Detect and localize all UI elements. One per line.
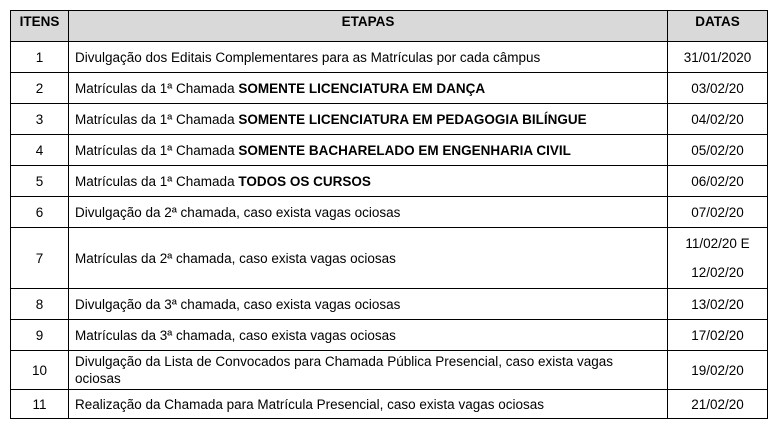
date-cell: 21/02/20 [668,390,768,419]
item-number: 10 [11,351,69,390]
step-cell [69,42,668,73]
step-bold-text: TODOS OS CURSOS [238,173,371,189]
step-cell [69,320,668,351]
table-row [11,320,768,351]
table-header-row [11,11,768,42]
item-number: 4 [11,135,69,166]
step-cell [69,351,668,390]
date-cell: 06/02/20 [668,166,768,197]
table-row [11,289,768,320]
step-cell [69,135,668,166]
table-row [11,104,768,135]
date-cell: 19/02/20 [668,351,768,390]
step-cell [69,104,668,135]
step-cell [69,228,668,289]
date-cell [668,228,768,289]
date-cell: 13/02/20 [668,289,768,320]
step-cell [69,197,668,228]
date-cell: 03/02/20 [668,73,768,104]
table-row [11,197,768,228]
schedule-table [10,10,768,419]
item-number: 1 [11,42,69,73]
schedule-table-container [10,10,768,419]
date-cell: 17/02/20 [668,320,768,351]
step-text: Matrículas da 3ª chamada, caso exista vagas ociosas [75,327,396,343]
table-row [11,135,768,166]
step-cell [69,166,668,197]
step-text: Matrículas da 1ª Chamada [75,111,239,127]
step-cell [69,390,668,419]
item-number: 3 [11,104,69,135]
header-datas: DATAS [668,11,768,42]
step-text: Matrículas da 2ª chamada, caso exista vagas ociosas [75,250,396,266]
item-number: 2 [11,73,69,104]
step-text: Matrículas da 1ª Chamada [75,142,239,158]
step-text: Realização da Chamada para Matrícula Presencial, caso exista vagas ociosas [75,396,544,412]
step-text: Divulgação da 3ª chamada, caso exista vagas ociosas [75,296,401,312]
item-number: 6 [11,197,69,228]
item-number: 5 [11,166,69,197]
date-line-1: 11/02/20 E [685,236,750,251]
table-row [11,228,768,289]
item-number: 7 [11,228,69,289]
step-bold-text: SOMENTE BACHARELADO EM ENGENHARIA CIVIL [238,142,571,158]
item-number: 9 [11,320,69,351]
step-text: Divulgação da 2ª chamada, caso exista vagas ociosas [75,204,401,220]
item-number: 8 [11,289,69,320]
header-itens: ITENS [11,11,69,42]
date-cell: 07/02/20 [668,197,768,228]
date-cell: 05/02/20 [668,135,768,166]
table-row [11,390,768,419]
table-row [11,73,768,104]
step-cell [69,73,668,104]
step-text: Divulgação dos Editais Complementares para as Matrículas por cada câmpus [75,49,541,65]
item-number: 11 [11,390,69,419]
table-row [11,166,768,197]
step-text: Matrículas da 1ª Chamada [75,80,239,96]
step-text: Matrículas da 1ª Chamada [75,173,239,189]
date-line-2: 12/02/20 [691,265,744,280]
step-cell [69,289,668,320]
table-row [11,42,768,73]
table-row [11,351,768,390]
header-etapas: ETAPAS [69,11,668,42]
date-cell: 31/01/2020 [668,42,768,73]
step-bold-text: SOMENTE LICENCIATURA EM PEDAGOGIA BILÍNGUE [238,111,587,127]
date-cell: 04/02/20 [668,104,768,135]
step-text: Divulgação da Lista de Convocados para Chamada Pública Presencial, caso exista vagas ociosas [75,354,614,386]
step-bold-text: SOMENTE LICENCIATURA EM DANÇA [238,80,486,96]
